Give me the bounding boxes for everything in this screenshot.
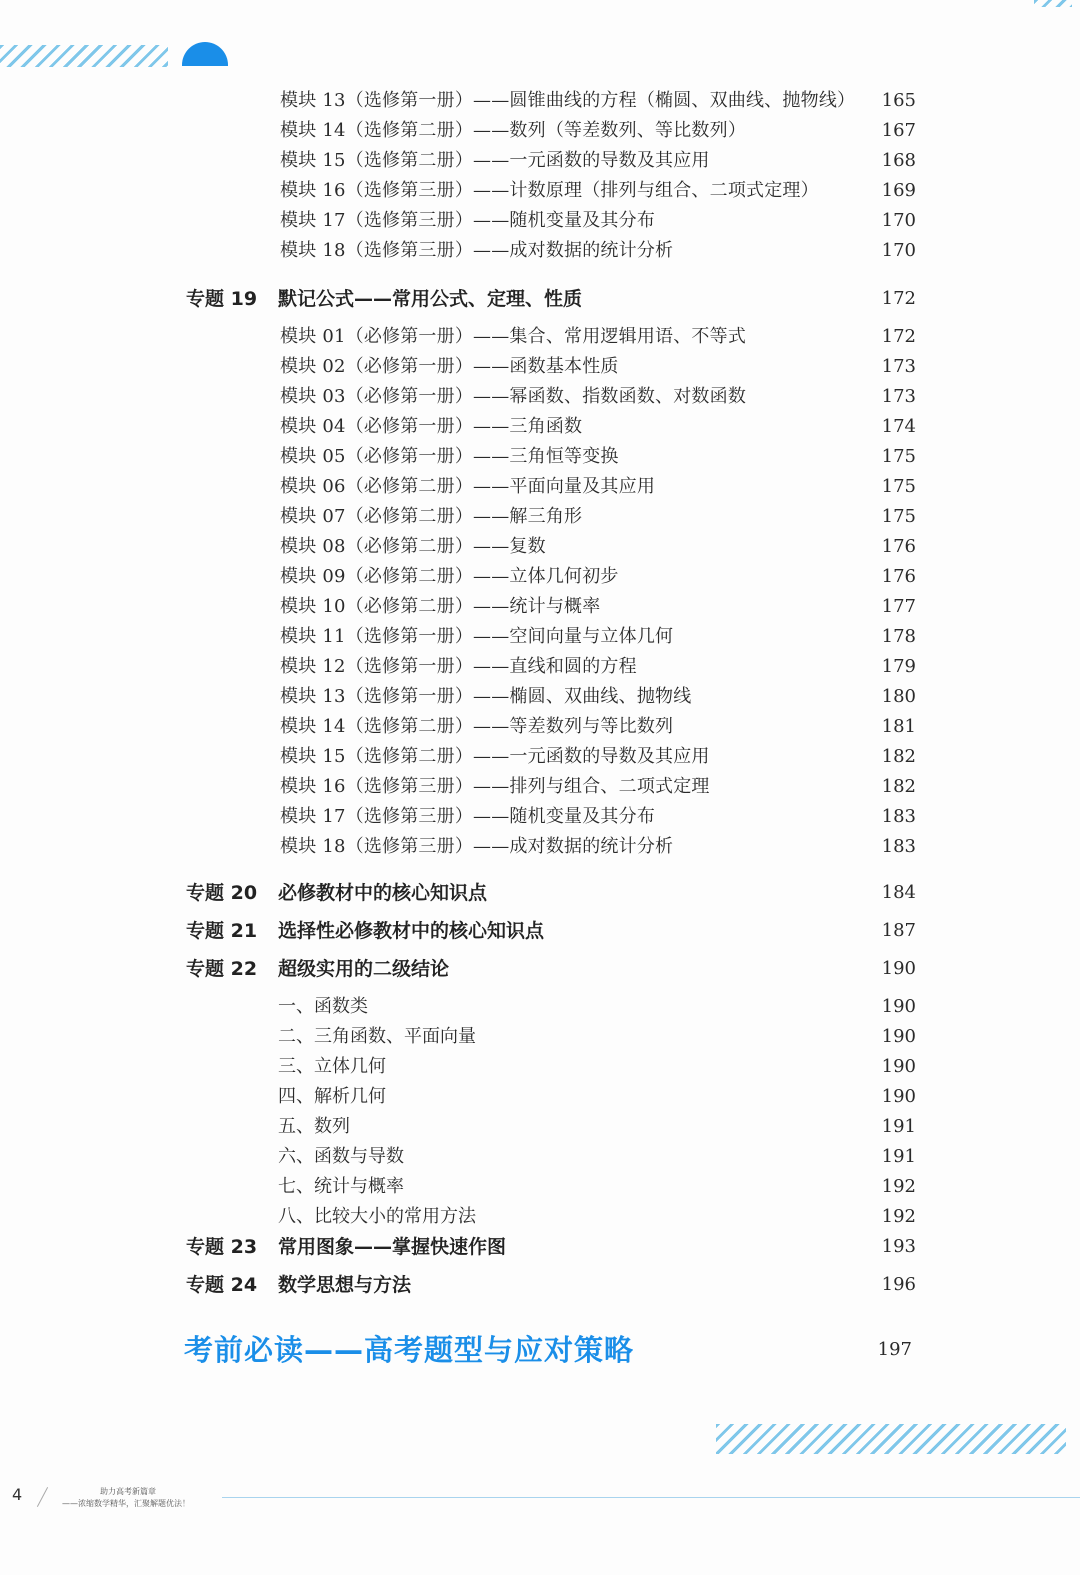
entry-title: 模块 01（必修第一册）——集合、常用逻辑用语、不等式 (280, 326, 747, 347)
topic-title: 数学思想与方法 (278, 1274, 412, 1296)
toc-entry[interactable] (0, 146, 1080, 176)
entry-title: 模块 16（选修第三册）——排列与组合、二项式定理 (280, 776, 710, 797)
entry-title: 模块 08（必修第二册）——复数 (280, 536, 546, 557)
page-number: 4 (12, 1485, 23, 1504)
section-page: 190 (881, 1086, 916, 1107)
footer-divider-slash (37, 1487, 48, 1507)
section-page: 191 (881, 1146, 916, 1167)
entry-page: 182 (881, 746, 916, 767)
entry-title: 模块 04（必修第一册）——三角函数 (280, 416, 583, 437)
entry-title: 模块 18（选修第三册）——成对数据的统计分析 (280, 836, 674, 857)
entry-title: 模块 09（必修第二册）——立体几何初步 (280, 566, 619, 587)
toc-entry[interactable] (0, 176, 1080, 206)
toc-topic-23[interactable] (0, 1232, 1080, 1262)
entry-page: 174 (881, 416, 916, 437)
topic-label: 专题 19 (186, 288, 258, 310)
toc-entry[interactable] (0, 116, 1080, 146)
section-title: 五、数列 (278, 1116, 350, 1137)
section-title: 八、比较大小的常用方法 (278, 1206, 476, 1227)
entry-title: 模块 06（必修第二册）——平面向量及其应用 (280, 476, 656, 497)
section-page: 192 (881, 1206, 916, 1227)
topic-page: 187 (881, 920, 916, 941)
entry-title: 模块 16（选修第三册）——计数原理（排列与组合、二项式定理） (280, 180, 819, 201)
topic-page: 190 (881, 958, 916, 979)
entry-title: 模块 02（必修第一册）——函数基本性质 (280, 356, 619, 377)
entry-page: 168 (881, 150, 916, 171)
entry-title: 模块 13（选修第一册）——椭圆、双曲线、抛物线 (280, 686, 692, 707)
section-page: 192 (881, 1176, 916, 1197)
section-title: 一、函数类 (278, 996, 368, 1017)
entry-page: 176 (881, 566, 916, 587)
toc-topic-20[interactable] (0, 878, 1080, 908)
decorative-stripes-bottom-right (716, 1424, 1066, 1454)
entry-page: 183 (881, 806, 916, 827)
entry-page: 183 (881, 836, 916, 857)
entry-page: 178 (881, 626, 916, 647)
entry-title: 模块 14（选修第二册）——数列（等差数列、等比数列） (280, 120, 747, 141)
entry-page: 179 (881, 656, 916, 677)
toc-entry[interactable] (0, 652, 1080, 682)
toc-entry[interactable] (0, 206, 1080, 236)
toc-entry[interactable] (0, 322, 1080, 352)
topic-page: 172 (881, 288, 916, 309)
entry-page: 177 (881, 596, 916, 617)
topic-page: 196 (881, 1274, 916, 1295)
section-title: 二、三角函数、平面向量 (278, 1026, 476, 1047)
toc-entry[interactable] (0, 442, 1080, 472)
footer-slogan-line2: ——浓缩数学精华，汇聚解题优法！ (62, 1499, 190, 1508)
entry-page: 172 (881, 326, 916, 347)
entry-page: 181 (881, 716, 916, 737)
toc-topic-24[interactable] (0, 1270, 1080, 1300)
decorative-stripes-top-left (0, 45, 168, 67)
entry-page: 173 (881, 386, 916, 407)
entry-title: 模块 12（选修第一册）——直线和圆的方程 (280, 656, 637, 677)
toc-entry[interactable] (0, 622, 1080, 652)
topic-title: 常用图象——掌握快速作图 (278, 1236, 507, 1258)
entry-title: 模块 15（选修第二册）——一元函数的导数及其应用 (280, 746, 710, 767)
footer-slogan-line1: 助力高考新篇章 (100, 1487, 156, 1496)
toc-entry[interactable] (0, 412, 1080, 442)
feature-page: 197 (877, 1339, 912, 1360)
toc-topic-19[interactable] (0, 284, 1080, 314)
entry-title: 模块 05（必修第一册）——三角恒等变换 (280, 446, 619, 467)
toc-section[interactable] (0, 1142, 1080, 1172)
entry-page: 182 (881, 776, 916, 797)
topic-title: 默记公式——常用公式、定理、性质 (278, 288, 583, 310)
toc-entry[interactable] (0, 742, 1080, 772)
entry-page: 170 (881, 240, 916, 261)
toc-topic-22[interactable] (0, 954, 1080, 984)
toc-entry[interactable] (0, 382, 1080, 412)
toc-section[interactable] (0, 1082, 1080, 1112)
toc-section[interactable] (0, 1112, 1080, 1142)
toc-topic-21[interactable] (0, 916, 1080, 946)
section-title: 七、统计与概率 (278, 1176, 404, 1197)
entry-page: 173 (881, 356, 916, 377)
toc-entry[interactable] (0, 472, 1080, 502)
section-page: 190 (881, 1056, 916, 1077)
topic-label: 专题 21 (186, 920, 258, 942)
toc-entry[interactable] (0, 832, 1080, 862)
footer-rule (222, 1497, 1080, 1498)
toc-entry[interactable] (0, 86, 1080, 116)
toc-entry[interactable] (0, 712, 1080, 742)
entry-page: 169 (881, 180, 916, 201)
toc-entry[interactable] (0, 352, 1080, 382)
entry-page: 175 (881, 476, 916, 497)
entry-title: 模块 15（选修第二册）——一元函数的导数及其应用 (280, 150, 710, 171)
toc-entry[interactable] (0, 532, 1080, 562)
section-title: 四、解析几何 (278, 1086, 386, 1107)
toc-section[interactable] (0, 1022, 1080, 1052)
toc-entry[interactable] (0, 682, 1080, 712)
topic-page: 193 (881, 1236, 916, 1257)
decorative-semicircle (182, 42, 228, 66)
toc-section[interactable] (0, 992, 1080, 1022)
entry-page: 165 (881, 90, 916, 111)
entry-page: 180 (881, 686, 916, 707)
topic-label: 专题 23 (186, 1236, 258, 1258)
toc-entry[interactable] (0, 802, 1080, 832)
entry-title: 模块 10（必修第二册）——统计与概率 (280, 596, 601, 617)
toc-feature-section[interactable] (0, 1327, 1080, 1373)
toc-entry[interactable] (0, 772, 1080, 802)
toc-entry[interactable] (0, 592, 1080, 622)
section-page: 191 (881, 1116, 916, 1137)
decorative-stripes-top-right (1034, 0, 1072, 7)
toc-section[interactable] (0, 1172, 1080, 1202)
entry-title: 模块 13（选修第一册）——圆锥曲线的方程（椭圆、双曲线、抛物线） (280, 90, 856, 111)
toc-entry[interactable] (0, 562, 1080, 592)
section-title: 六、函数与导数 (278, 1146, 404, 1167)
toc-entry[interactable] (0, 236, 1080, 266)
entry-page: 175 (881, 506, 916, 527)
entry-title: 模块 11（选修第一册）——空间向量与立体几何 (280, 626, 674, 647)
entry-title: 模块 14（选修第二册）——等差数列与等比数列 (280, 716, 674, 737)
topic-label: 专题 22 (186, 958, 258, 980)
topic-label: 专题 20 (186, 882, 258, 904)
entry-page: 176 (881, 536, 916, 557)
toc-section[interactable] (0, 1202, 1080, 1232)
entry-title: 模块 17（选修第三册）——随机变量及其分布 (280, 806, 656, 827)
toc-entry[interactable] (0, 502, 1080, 532)
section-page: 190 (881, 996, 916, 1017)
feature-title: 考前必读——高考题型与应对策略 (184, 1333, 635, 1367)
topic-title: 选择性必修教材中的核心知识点 (278, 920, 545, 942)
topic-title: 必修教材中的核心知识点 (278, 882, 488, 904)
entry-page: 170 (881, 210, 916, 231)
section-page: 190 (881, 1026, 916, 1047)
topic-label: 专题 24 (186, 1274, 258, 1296)
topic-title: 超级实用的二级结论 (278, 958, 450, 980)
section-title: 三、立体几何 (278, 1056, 386, 1077)
entry-page: 167 (881, 120, 916, 141)
entry-title: 模块 18（选修第三册）——成对数据的统计分析 (280, 240, 674, 261)
entry-title: 模块 03（必修第一册）——幂函数、指数函数、对数函数 (280, 386, 747, 407)
entry-page: 175 (881, 446, 916, 467)
toc-section[interactable] (0, 1052, 1080, 1082)
entry-title: 模块 07（必修第二册）——解三角形 (280, 506, 583, 527)
entry-title: 模块 17（选修第三册）——随机变量及其分布 (280, 210, 656, 231)
topic-page: 184 (881, 882, 916, 903)
